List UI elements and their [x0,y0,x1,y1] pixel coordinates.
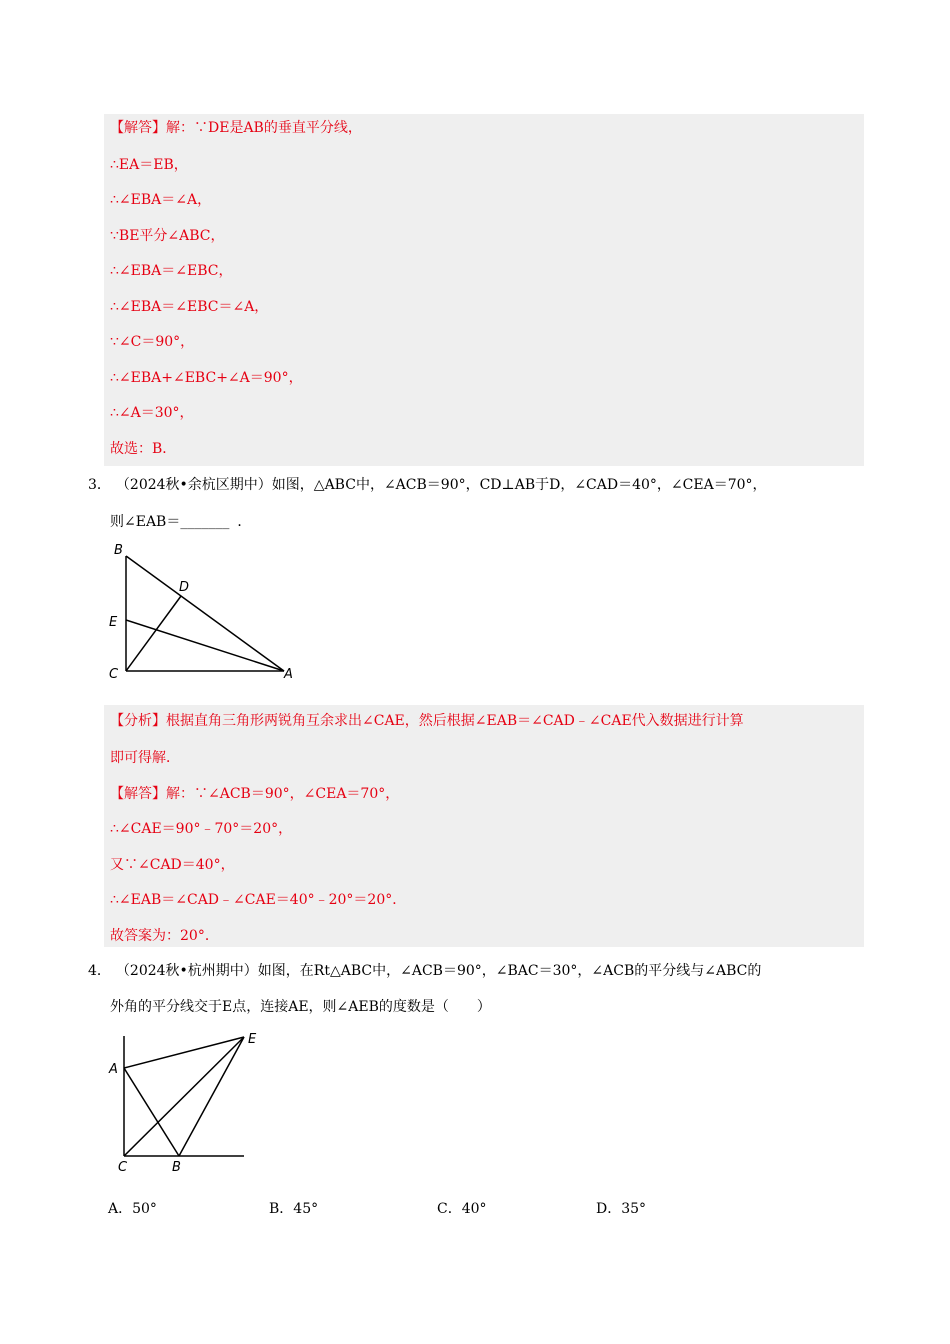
label-A: A [109,1062,118,1077]
solution-line: ∴∠EAB＝∠CAD﹣∠CAE＝40°﹣20°＝20°． [110,892,407,908]
label-A: A [284,667,293,682]
option-d: D．35° [596,1201,647,1217]
label-C: C [109,667,119,682]
question-text: 则∠EAB＝ [110,514,181,530]
solution-panel-q2 [104,114,864,466]
question-text: （2024秋•余杭区期中）如图，△ABC中，∠ACB＝90°，CD⊥AB于D，∠CAD＝40°，∠CEA＝70°， [122,477,767,493]
question-4-line-1 [88,961,761,981]
solution-line: 又∵∠CAD＝40°， [110,857,235,873]
label-C: C [118,1160,128,1175]
question-text: 外角的平分线交于E点，连接AE，则∠AEB的度数是（ ） [110,999,491,1015]
label-E: E [248,1032,257,1047]
answer-blank: _______ [180,514,230,530]
figure-q3 [104,538,304,684]
question-3-line-1 [88,475,767,495]
option-c: C．40° [437,1201,487,1217]
solution-line: 即可得解． [110,750,180,766]
solution-line: ∴∠EBA＝∠EBC＝∠A， [110,299,269,315]
question-number: 3． [88,477,111,493]
solution-line: ∴∠EBA+∠EBC+∠A＝90°， [110,370,303,386]
label-E: E [109,615,118,630]
solution-line: 【解答】解：∵DE是AB的垂直平分线， [110,120,362,136]
solution-line: ∴∠EBA＝∠EBC， [110,263,233,279]
figure-q4 [104,1028,274,1178]
label-D: D [179,580,190,595]
option-a: A．50° [108,1201,157,1217]
solution-line: ∵BE平分∠ABC， [110,228,225,244]
question-3-line-2 [110,512,251,532]
solution-line: 故选：B． [110,441,177,457]
solution-line: ∵∠C＝90°， [110,334,195,350]
solution-line: 故答案为：20°． [110,928,219,944]
solution-line: 【分析】根据直角三角形两锐角互余求出∠CAE，然后根据∠EAB＝∠CAD﹣∠CAE代入数据进行计算 [110,713,744,729]
solution-line: ∴∠A＝30°， [110,405,194,421]
question-text: （2024秋•杭州期中）如图，在Rt△ABC中，∠ACB＝90°，∠BAC＝30°，∠ACB的平分线与∠ABC的 [122,963,762,979]
solution-line: ∴EA＝EB， [110,157,188,173]
question-end: ． [237,514,252,530]
label-B: B [172,1160,181,1175]
solution-line: ∴∠EBA＝∠A， [110,192,212,208]
question-number: 4． [88,963,111,979]
solution-line: 【解答】解：∵∠ACB＝90°，∠CEA＝70°， [110,786,400,802]
question-4-line-2 [110,997,491,1017]
option-b: B．45° [269,1201,319,1217]
solution-line: ∴∠CAE＝90°﹣70°＝20°， [110,821,293,837]
label-B: B [114,543,123,558]
